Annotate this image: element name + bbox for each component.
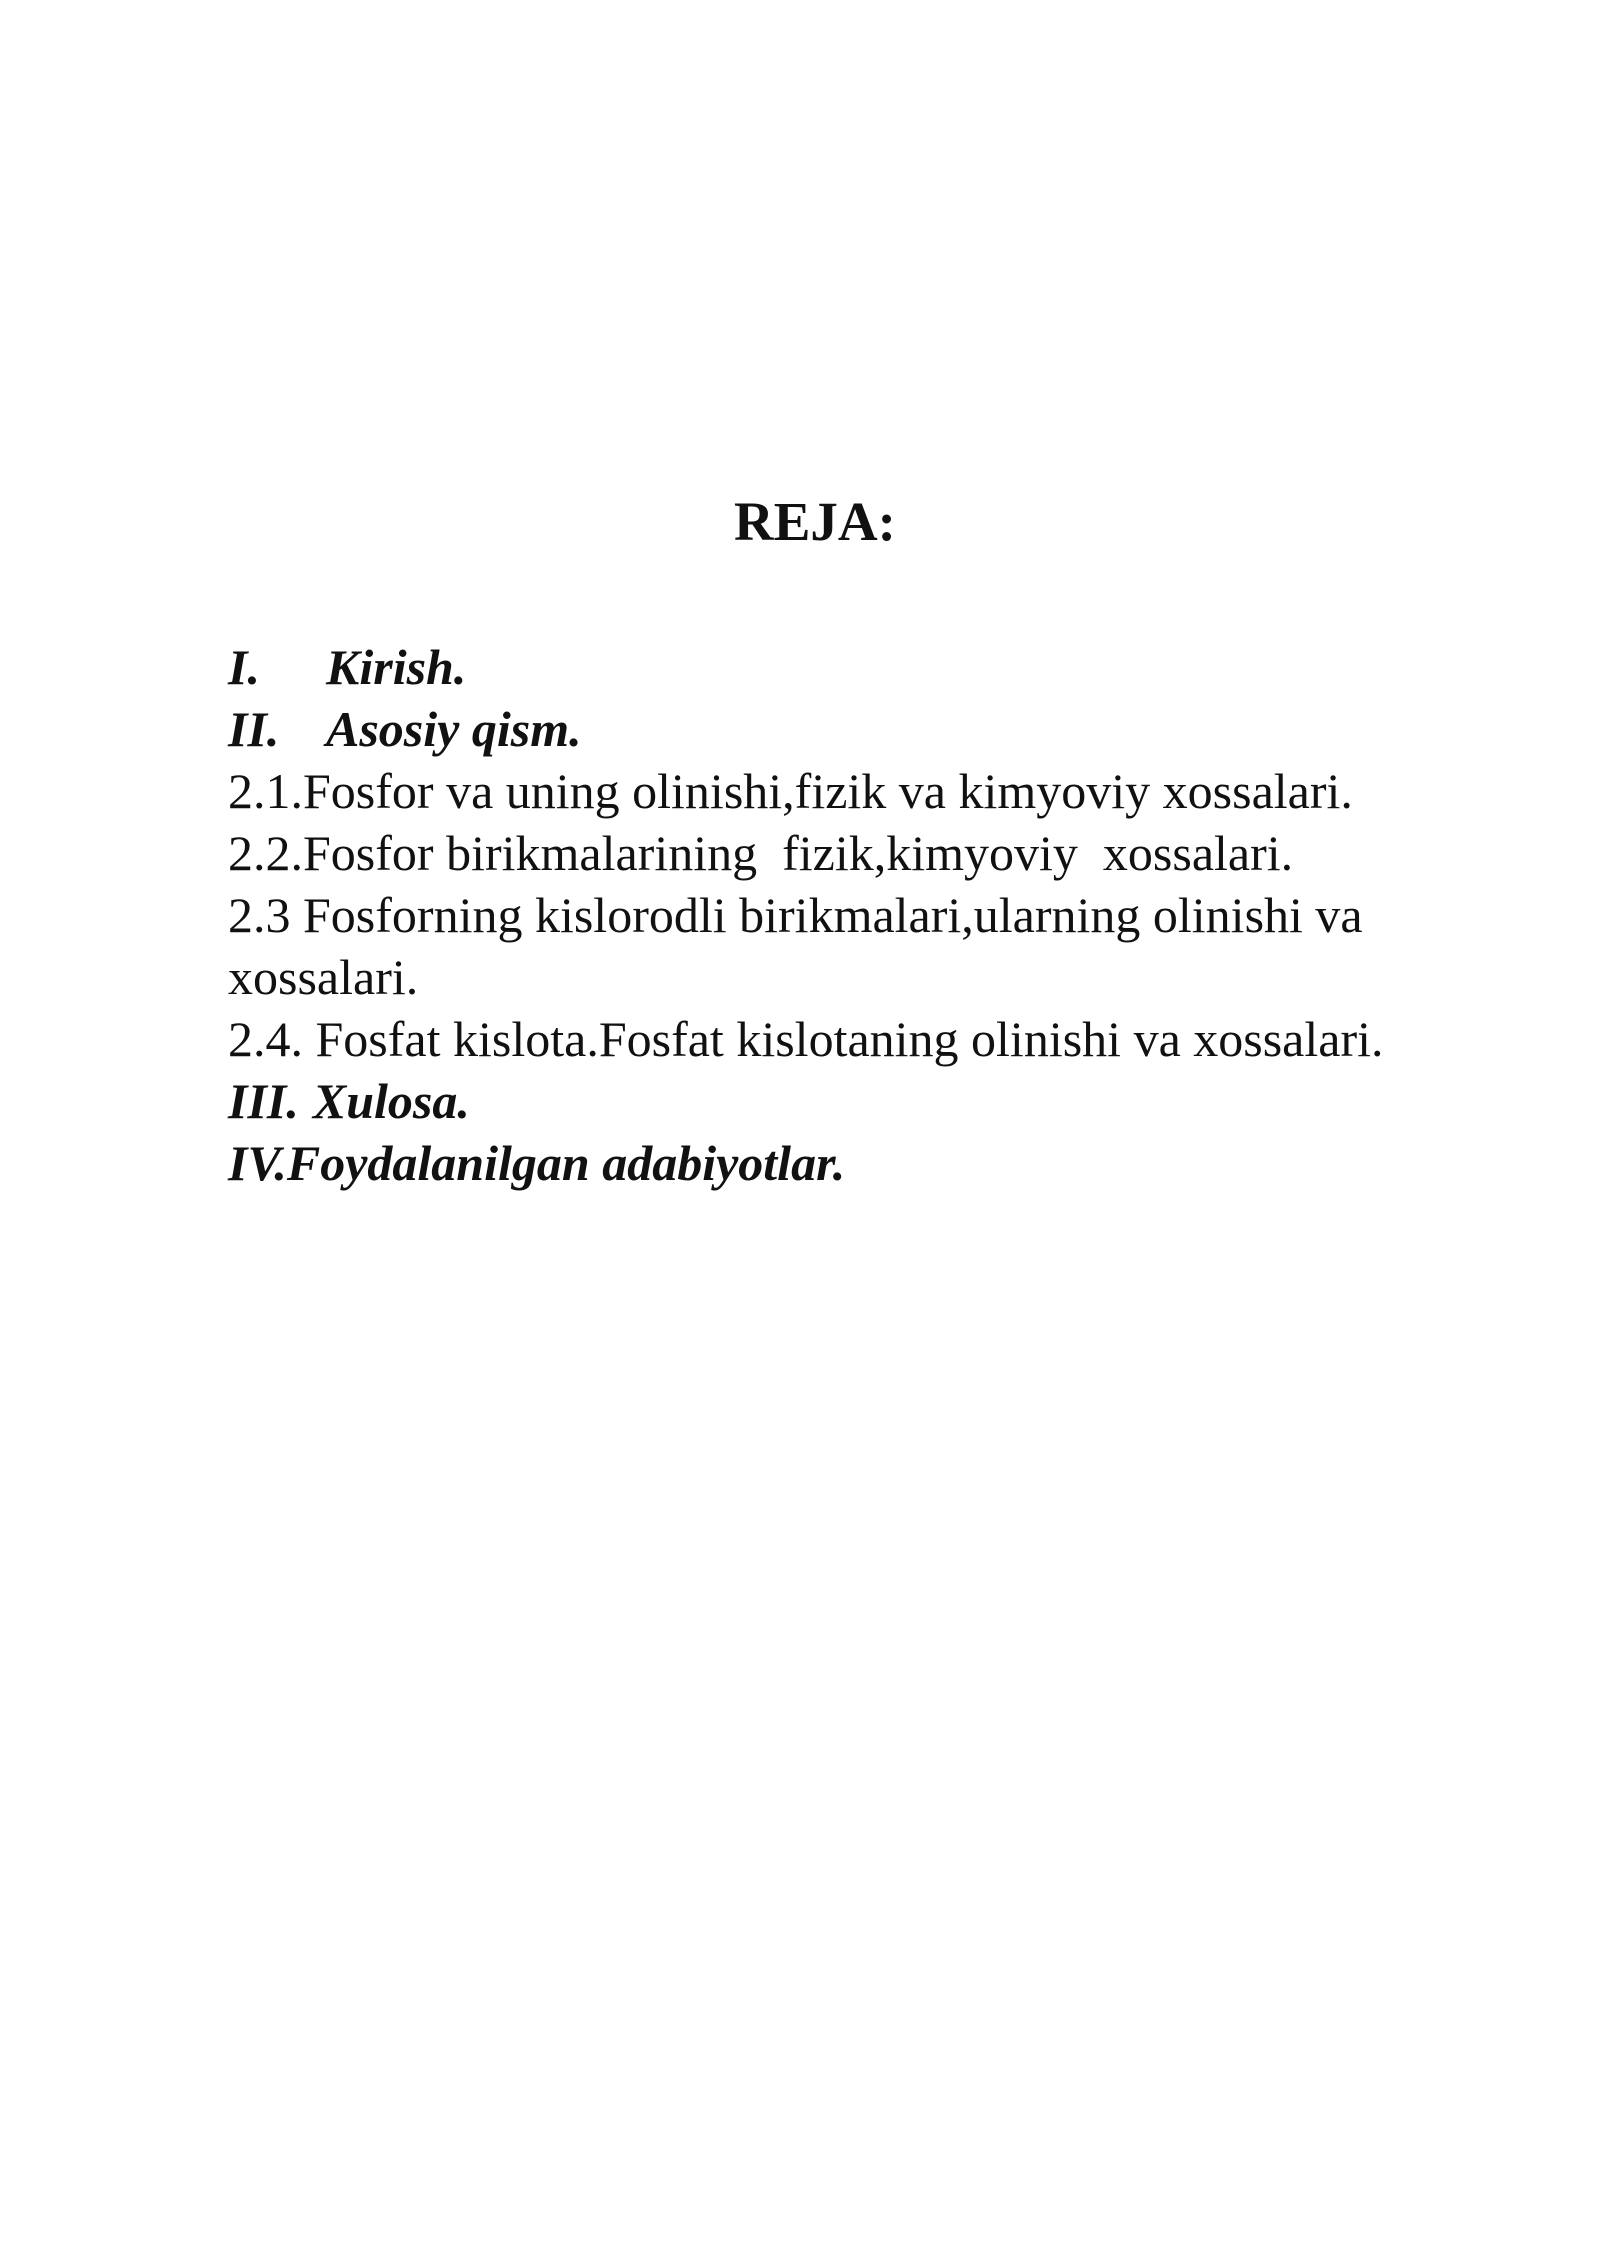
outline-subitem-2-2: 2.2.Fosfor birikmalarining fizik,kimyoviy xossalari. [228, 825, 1294, 881]
outline-numeral: III. [228, 1073, 299, 1129]
outline-item-text: Foydalanilgan adabiyotlar. [286, 1135, 846, 1191]
outline-subitem-2-1: 2.1.Fosfor va uning olinishi,fizik va kimyoviy xossalari. [228, 763, 1353, 819]
outline-numeral: IV. [228, 1135, 287, 1191]
outline-item-text: Asosiy qism. [326, 701, 582, 757]
plan-outline [228, 636, 1528, 1194]
page-title: REJA: [734, 491, 896, 552]
outline-subitem-2-3: 2.3 Fosforning kislorodli birikmalari,ularning olinishi va xossalari. [228, 887, 1376, 1005]
outline-item-text: Kirish. [326, 639, 467, 695]
outline-numeral: I. [228, 639, 260, 695]
outline-subitem-2-4: 2.4. Fosfat kislota.Fosfat kislotaning olinishi va xossalari. [228, 1011, 1384, 1067]
outline-item-references [228, 1132, 1528, 1194]
outline-numeral: II. [228, 701, 280, 757]
outline-item-introduction [228, 636, 1528, 698]
outline-item-conclusion [228, 1070, 1528, 1132]
outline-item-text: Xulosa. [312, 1073, 470, 1129]
outline-item-main-part [228, 698, 1528, 760]
